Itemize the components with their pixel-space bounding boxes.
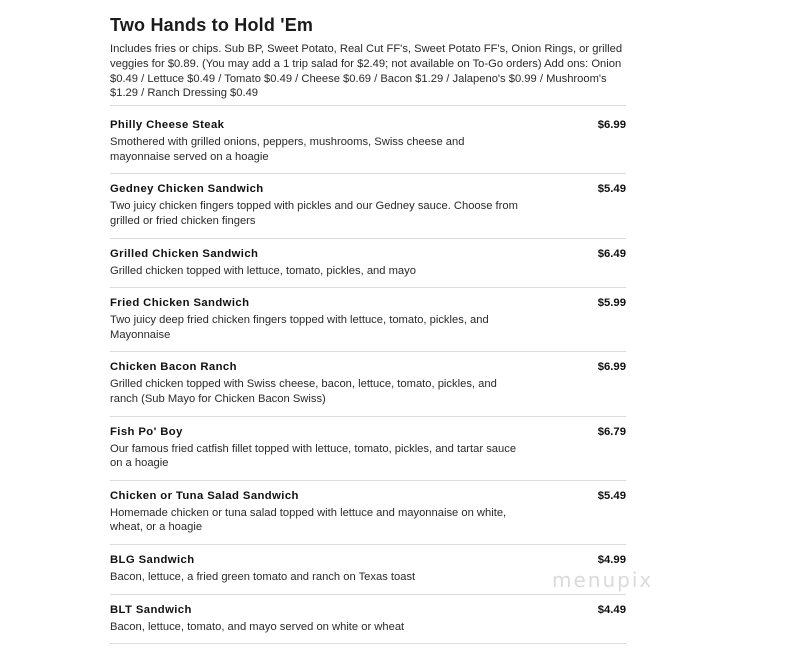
item-name: Chicken Bacon Ranch (110, 361, 237, 374)
item-name: Philly Cheese Steak (110, 119, 225, 132)
item-price: $6.79 (597, 425, 626, 438)
item-description: Grilled chicken topped with Swiss cheese, bacon, lettuce, tomato, pickles, and ranch (Sub Mayo for Chicken Bacon Swiss) (110, 378, 497, 405)
menu-item-fish-po-boy (110, 417, 626, 481)
item-price: $6.99 (597, 361, 626, 374)
item-name: Fried Chicken Sandwich (110, 297, 250, 310)
item-description: Two juicy chicken fingers topped with pickles and our Gedney sauce. Choose from grilled or fried chicken fingers (110, 200, 518, 227)
item-description: Bacon, lettuce, tomato, and mayo served on white or wheat (110, 620, 405, 633)
item-price: $5.49 (597, 489, 626, 502)
item-price: $5.99 (597, 297, 626, 310)
item-price: $6.49 (597, 247, 626, 260)
item-name: BLT Sandwich (110, 603, 192, 616)
item-description: Our famous fried catfish fillet topped with lettuce, tomato, pickles, and tartar sauce on a hoagie (110, 442, 517, 470)
menu-item-fried-chicken-sandwich (110, 288, 626, 352)
item-name: BLG Sandwich (110, 553, 195, 566)
menu-item-chicken-or-tuna-salad-sandwich (110, 481, 626, 545)
item-description: Bacon, lettuce, a fried green tomato and ranch on Texas toast (110, 570, 416, 583)
menu-section (110, 14, 626, 644)
item-name: Chicken or Tuna Salad Sandwich (110, 489, 299, 502)
item-description: Grilled chicken topped with lettuce, tomato, pickles, and mayo (110, 264, 416, 277)
menu-item-philly-cheese-steak (110, 110, 626, 174)
menu-item-gedney-chicken-sandwich (110, 174, 626, 238)
item-price: $4.49 (597, 603, 626, 616)
menu-item-grilled-chicken-sandwich (110, 239, 626, 289)
watermark-text: menupix (552, 568, 654, 592)
section-description: Includes fries or chips. Sub BP, Sweet Potato, Real Cut FF's, Sweet Potato FF's, Onion Rings, or grilled veggies for $0.89. (You may add a 1 trip salad for $2.49; not available on To-Go orders) Add ons: Onion $0.49 / Lettuce $0.49 / Tomato $0.49 / Cheese $0.69 / Bacon $1.29 / Jalapeno's $0.99 / Mushroom's $1.29 / Ranch Dressing $0.49 (110, 42, 626, 106)
item-price: $4.99 (597, 553, 626, 566)
item-description: Smothered with grilled onions, peppers, mushrooms, Swiss cheese and mayonnaise served on a hoagie (110, 136, 465, 163)
menu-item-chicken-bacon-ranch (110, 352, 626, 416)
item-name: Grilled Chicken Sandwich (110, 247, 259, 260)
item-name: Fish Po' Boy (110, 425, 183, 438)
item-price: $5.49 (597, 183, 626, 196)
item-name: Gedney Chicken Sandwich (110, 183, 264, 196)
menu-item-blt-sandwich (110, 595, 626, 645)
item-description: Two juicy deep fried chicken fingers topped with lettuce, tomato, pickles, and Mayonnaise (110, 314, 489, 341)
section-title: Two Hands to Hold 'Em (110, 15, 314, 35)
menu-item-blg-sandwich (110, 545, 626, 595)
item-description: Homemade chicken or tuna salad topped with lettuce and mayonnaise on white, wheat, or a hoagie (110, 506, 507, 534)
item-price: $6.99 (597, 119, 626, 132)
